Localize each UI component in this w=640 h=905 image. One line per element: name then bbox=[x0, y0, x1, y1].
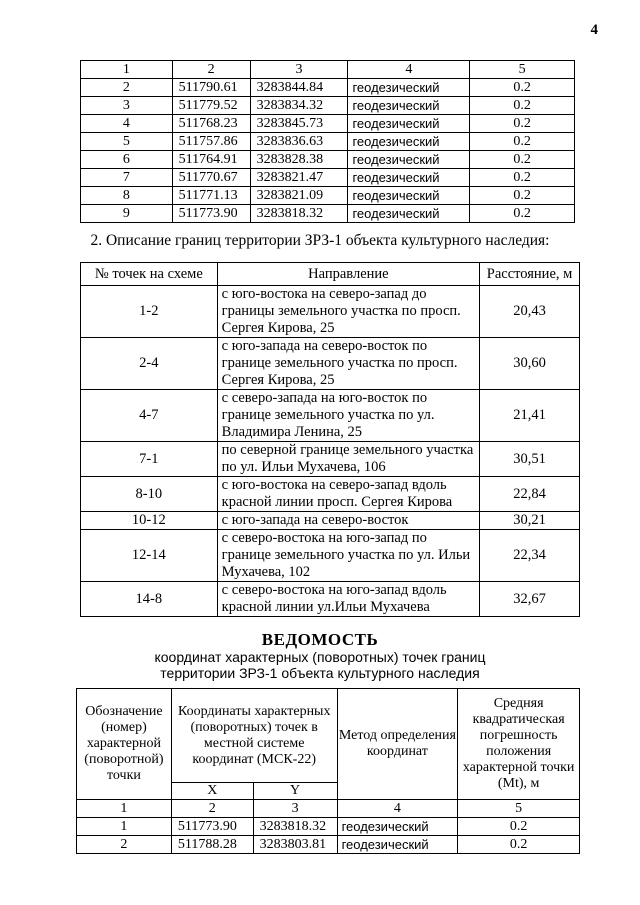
table-cell: 2 bbox=[81, 79, 173, 97]
table-cell: геодезический bbox=[348, 79, 470, 97]
column-header: Метод определения координат bbox=[337, 689, 458, 800]
table-cell: 32,67 bbox=[480, 582, 580, 617]
column-header: Расстояние, м bbox=[480, 263, 580, 286]
table-cell: геодезический bbox=[348, 97, 470, 115]
table-cell: 3283844.84 bbox=[250, 79, 348, 97]
table-cell: с юго-востока на северо-запад вдоль красной линии просп. Сергея Кирова bbox=[217, 477, 479, 512]
table-row bbox=[81, 133, 575, 151]
table-cell: 30,51 bbox=[480, 442, 580, 477]
table-cell: с юго-запада на северо-восток bbox=[217, 512, 479, 530]
table-cell: с северо-востока на юго-запад по границе земельного участка по ул. Ильи Мухачева, 102 bbox=[217, 530, 479, 582]
table-cell: 7 bbox=[81, 169, 173, 187]
table-cell: 0.2 bbox=[470, 187, 575, 205]
table-cell: 3 bbox=[250, 61, 348, 79]
table-cell: 30,60 bbox=[480, 338, 580, 390]
table-cell: 1 bbox=[77, 818, 172, 836]
table-cell: 0.2 bbox=[470, 205, 575, 223]
table-cell: с северо-востока на юго-запад вдоль красной линии ул.Ильи Мухачева bbox=[217, 582, 479, 617]
table-cell: геодезический bbox=[348, 151, 470, 169]
table-cell: 5 bbox=[470, 61, 575, 79]
table-cell: 3283803.81 bbox=[253, 836, 337, 854]
table-cell: 2-4 bbox=[81, 338, 218, 390]
table-cell: 0.2 bbox=[470, 79, 575, 97]
table-cell: 3283845.73 bbox=[250, 115, 348, 133]
table-cell: 4 bbox=[337, 800, 458, 818]
table-cell: 511788.28 bbox=[171, 836, 253, 854]
table-row bbox=[81, 187, 575, 205]
section-title: 2. Описание границ территории ЗРЗ-1 объекта культурного наследия: bbox=[90, 232, 550, 249]
table-cell: 3 bbox=[81, 97, 173, 115]
coordinates-table-continued bbox=[80, 60, 575, 223]
column-header: Средняя квадратическая погрешность положения характерной точки (Mt), м bbox=[458, 689, 580, 800]
table-cell: с юго-востока на северо-запад до границы земельного участка по просп. Сергея Кирова, 25 bbox=[217, 286, 479, 338]
table-cell: геодезический bbox=[348, 187, 470, 205]
table-row bbox=[81, 512, 580, 530]
table-cell: по северной границе земельного участка по ул. Ильи Мухачева, 106 bbox=[217, 442, 479, 477]
table-cell: 4 bbox=[348, 61, 470, 79]
table-cell: 30,21 bbox=[480, 512, 580, 530]
table-cell: 21,41 bbox=[480, 390, 580, 442]
table-cell: 3283834.32 bbox=[250, 97, 348, 115]
table-row bbox=[81, 286, 580, 338]
table-cell: 0.2 bbox=[470, 97, 575, 115]
table-cell: 0.2 bbox=[470, 151, 575, 169]
boundary-description-table bbox=[80, 262, 580, 617]
table-row bbox=[81, 582, 580, 617]
table-cell: 4-7 bbox=[81, 390, 218, 442]
table-cell: 511773.90 bbox=[172, 205, 250, 223]
table-cell: 2 bbox=[171, 800, 253, 818]
table-cell: 10-12 bbox=[81, 512, 218, 530]
table-cell: 9 bbox=[81, 205, 173, 223]
table-cell: 5 bbox=[81, 133, 173, 151]
table-header-row bbox=[81, 61, 575, 79]
table-cell: 511764.91 bbox=[172, 151, 250, 169]
table-cell: 3283828.38 bbox=[250, 151, 348, 169]
table-cell: 8-10 bbox=[81, 477, 218, 512]
table-cell: 5 bbox=[458, 800, 580, 818]
table-cell: 0.2 bbox=[458, 818, 580, 836]
table-row bbox=[81, 390, 580, 442]
table-cell: 2 bbox=[77, 836, 172, 854]
table-cell: 22,84 bbox=[480, 477, 580, 512]
coordinates-statement-table bbox=[76, 688, 580, 854]
table-row bbox=[77, 836, 580, 854]
table-cell: 12-14 bbox=[81, 530, 218, 582]
table-cell: 0.2 bbox=[470, 169, 575, 187]
table-cell: геодезический bbox=[348, 115, 470, 133]
table-cell: 3283818.32 bbox=[250, 205, 348, 223]
table-cell: 1 bbox=[81, 61, 173, 79]
table-cell: 22,34 bbox=[480, 530, 580, 582]
table-number-row bbox=[77, 800, 580, 818]
table-cell: 0.2 bbox=[470, 133, 575, 151]
table-cell: 511773.90 bbox=[171, 818, 253, 836]
table-row bbox=[81, 205, 575, 223]
table-row bbox=[81, 442, 580, 477]
table-cell: 14-8 bbox=[81, 582, 218, 617]
table-cell: 0.2 bbox=[470, 115, 575, 133]
vedomost-heading bbox=[0, 630, 640, 681]
table-row bbox=[81, 477, 580, 512]
table-cell: с северо-запада на юго-восток по границе земельного участка по ул. Владимира Ленина, 25 bbox=[217, 390, 479, 442]
page-number: 4 bbox=[590, 22, 598, 38]
vedomost-subtitle-line2: территории ЗРЗ-1 объекта культурного наследия bbox=[160, 665, 480, 681]
table-cell: геодезический bbox=[348, 205, 470, 223]
table-cell: 511768.23 bbox=[172, 115, 250, 133]
vedomost-subtitle-line1: координат характерных (поворотных) точек границ bbox=[154, 649, 486, 665]
table-cell: 511771.13 bbox=[172, 187, 250, 205]
table-row bbox=[81, 151, 575, 169]
table-cell: 511770.67 bbox=[172, 169, 250, 187]
table-cell: 511757.86 bbox=[172, 133, 250, 151]
table-cell: 511790.61 bbox=[172, 79, 250, 97]
table-row bbox=[81, 338, 580, 390]
table-cell: 20,43 bbox=[480, 286, 580, 338]
column-header: № точек на схеме bbox=[81, 263, 218, 286]
table-row bbox=[81, 97, 575, 115]
table-cell: 511779.52 bbox=[172, 97, 250, 115]
vedomost-title: ВЕДОМОСТЬ bbox=[261, 630, 379, 649]
column-header-x: X bbox=[171, 783, 253, 800]
table-row bbox=[77, 818, 580, 836]
table-cell: геодезический bbox=[337, 818, 458, 836]
table-cell: 2 bbox=[172, 61, 250, 79]
table-cell: 3283821.47 bbox=[250, 169, 348, 187]
column-header-y: Y bbox=[253, 783, 337, 800]
column-header: Обозначение (номер) характерной (поворотной) точки bbox=[77, 689, 172, 800]
table-cell: 8 bbox=[81, 187, 173, 205]
table-cell: 3283821.09 bbox=[250, 187, 348, 205]
table-cell: 4 bbox=[81, 115, 173, 133]
table-row bbox=[81, 79, 575, 97]
table-row bbox=[81, 169, 575, 187]
table-row bbox=[81, 115, 575, 133]
table-header-row bbox=[77, 689, 580, 783]
table-cell: 1-2 bbox=[81, 286, 218, 338]
table-row bbox=[81, 530, 580, 582]
table-cell: 0.2 bbox=[458, 836, 580, 854]
table-cell: геодезический bbox=[348, 169, 470, 187]
table-cell: 1 bbox=[77, 800, 172, 818]
column-header: Направление bbox=[217, 263, 479, 286]
table-header-row bbox=[81, 263, 580, 286]
table-cell: 3 bbox=[253, 800, 337, 818]
column-header: Координаты характерных (поворотных) точек в местной системе координат (МСК-22) bbox=[171, 689, 337, 783]
table-cell: геодезический bbox=[337, 836, 458, 854]
table-cell: геодезический bbox=[348, 133, 470, 151]
table-cell: 7-1 bbox=[81, 442, 218, 477]
table-cell: с юго-запада на северо-восток по границе земельного участка по просп. Сергея Кирова, 25 bbox=[217, 338, 479, 390]
table-cell: 6 bbox=[81, 151, 173, 169]
table-cell: 3283818.32 bbox=[253, 818, 337, 836]
table-cell: 3283836.63 bbox=[250, 133, 348, 151]
